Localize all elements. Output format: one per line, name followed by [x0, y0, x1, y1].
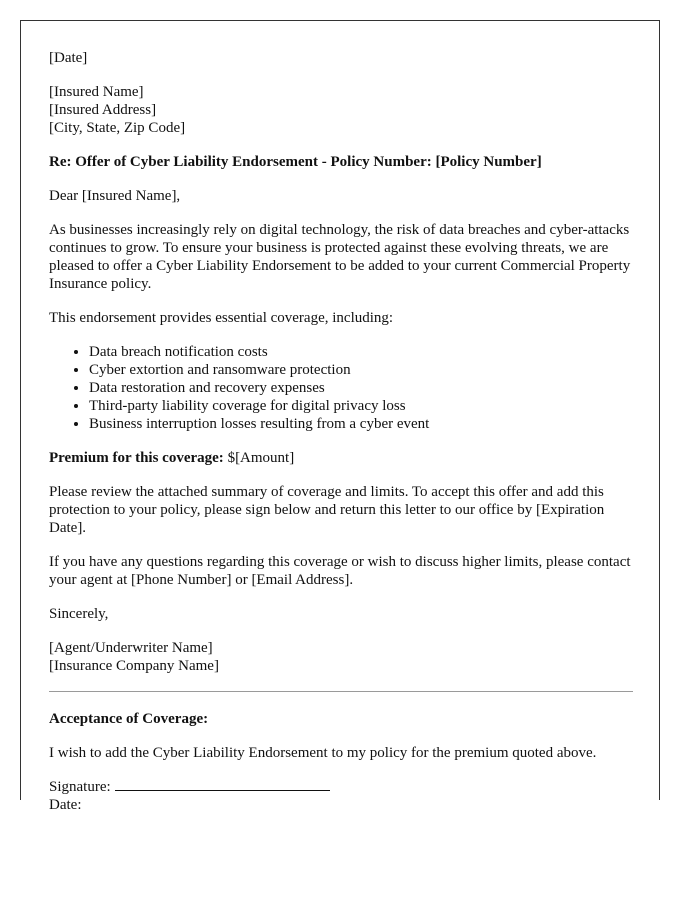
company-name: [Insurance Company Name] — [49, 658, 219, 674]
insured-address: [Insured Address] — [49, 102, 157, 118]
premium-value: $[Amount] — [227, 450, 295, 466]
insured-city-state-zip: [City, State, Zip Code] — [49, 120, 186, 136]
insured-name: [Insured Name] — [49, 84, 144, 100]
review-paragraph: Please review the attached summary of coverage and limits. To accept this offer and add this protection to your policy, please sign below and return this letter to our office by [Expiration Date]. — [49, 484, 605, 536]
coverage-item: • Data restoration and recovery expenses — [89, 379, 633, 397]
premium-line — [49, 449, 633, 467]
coverage-item: • Business interruption losses resulting from a cyber event — [89, 415, 633, 433]
date-label: Date: — [49, 797, 82, 813]
letter-date: [Date] — [49, 50, 88, 66]
coverage-intro: This endorsement provides essential coverage, including: — [49, 310, 394, 326]
closing: Sincerely, — [49, 606, 109, 622]
intro-paragraph: As businesses increasingly rely on digital technology, the risk of data breaches and cyber-attacks continues to grow. To ensure your business is protected against these evolving threats, we are pleased to offer a Cyber Liability Endorsement to be added to your current Commercial Property Insurance policy. — [49, 222, 631, 292]
premium-label: Premium for this coverage: — [49, 450, 224, 466]
signature-field[interactable] — [115, 778, 330, 791]
acceptance-statement: I wish to add the Cyber Liability Endorsement to my policy for the premium quoted above. — [49, 745, 597, 761]
agent-name: [Agent/Underwriter Name] — [49, 640, 213, 656]
section-divider — [49, 691, 633, 692]
questions-paragraph: If you have any questions regarding this coverage or wish to discuss higher limits, please contact your agent at [Phone Number] or [Email Address]. — [49, 554, 631, 588]
coverage-item: • Cyber extortion and ransomware protection — [89, 361, 633, 379]
sender-block — [49, 639, 633, 675]
insured-address-block — [49, 83, 633, 137]
acceptance-heading: Acceptance of Coverage: — [49, 711, 209, 727]
coverage-item: • Data breach notification costs — [89, 343, 633, 361]
coverage-list — [49, 343, 633, 433]
letter-content — [49, 49, 633, 814]
signature-row — [49, 778, 633, 796]
letter-subject: Re: Offer of Cyber Liability Endorsement - Policy Number: [Policy Number] — [49, 154, 542, 170]
signature-label: Signature: — [49, 779, 111, 795]
salutation: Dear [Insured Name], — [49, 188, 181, 204]
date-row — [49, 796, 633, 814]
letter-page — [20, 20, 660, 813]
coverage-item: • Third-party liability coverage for digital privacy loss — [89, 397, 633, 415]
